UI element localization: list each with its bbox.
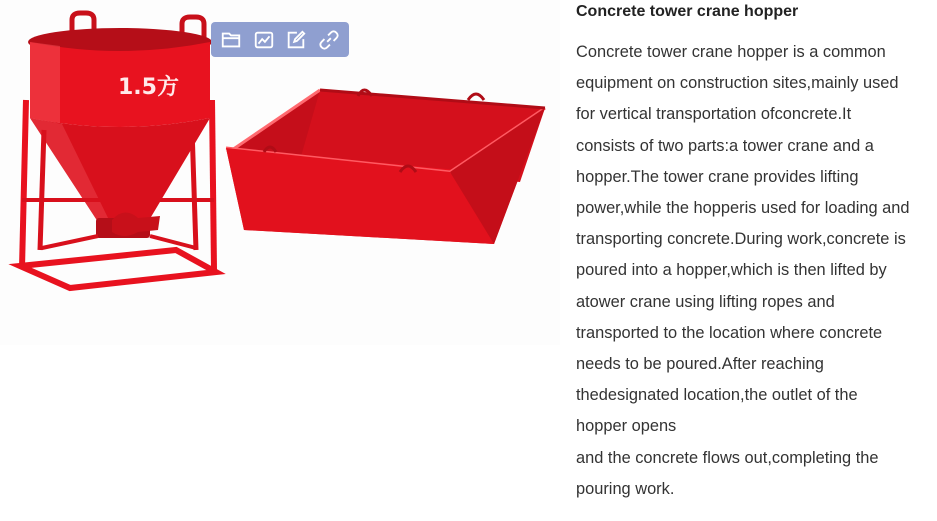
description-line: transported to the location where concrete: [576, 323, 883, 342]
description-line: hopper.The tower crane provides lifting: [576, 167, 859, 186]
folder-button[interactable]: [217, 26, 245, 54]
image-toolbar: [211, 22, 349, 57]
tray-hopper: [226, 90, 545, 244]
conical-hopper: [20, 13, 216, 288]
description-line: atower crane using lifting ropes and: [576, 292, 835, 311]
description-line: hopper opens: [576, 417, 677, 436]
link-button[interactable]: [315, 26, 343, 54]
description-line: Concrete tower crane hopper is a common: [576, 43, 886, 61]
description-line: equipment on construction sites,mainly used: [576, 74, 899, 93]
description-line: consists of two parts:a tower crane and a: [576, 136, 874, 155]
edit-button[interactable]: [282, 26, 310, 54]
product-title: Concrete tower crane hopper: [576, 3, 799, 20]
description-line: pouring work.: [576, 479, 675, 498]
description-line: for vertical transportation ofconcrete.It: [576, 105, 852, 124]
description-line: needs to be poured.After reaching: [576, 355, 824, 374]
description-line: power,while the hopperis used for loading and: [576, 199, 910, 218]
product-description: [576, 37, 931, 505]
product-image: [0, 0, 560, 345]
capacity-label: 1.5方: [118, 75, 179, 100]
product-info: [576, 0, 931, 505]
description-line: and the concrete flows out,completing the: [576, 448, 879, 467]
description-line: poured into a hopper,which is then lifted by: [576, 261, 887, 280]
edit-icon: [285, 29, 307, 51]
description-line: transporting concrete.During work,concrete is: [576, 230, 906, 249]
image-icon: [253, 29, 275, 51]
link-icon: [318, 29, 340, 51]
description-line: thedesignated location,the outlet of the: [576, 386, 858, 405]
image-button[interactable]: [250, 26, 278, 54]
folder-icon: [220, 29, 242, 51]
